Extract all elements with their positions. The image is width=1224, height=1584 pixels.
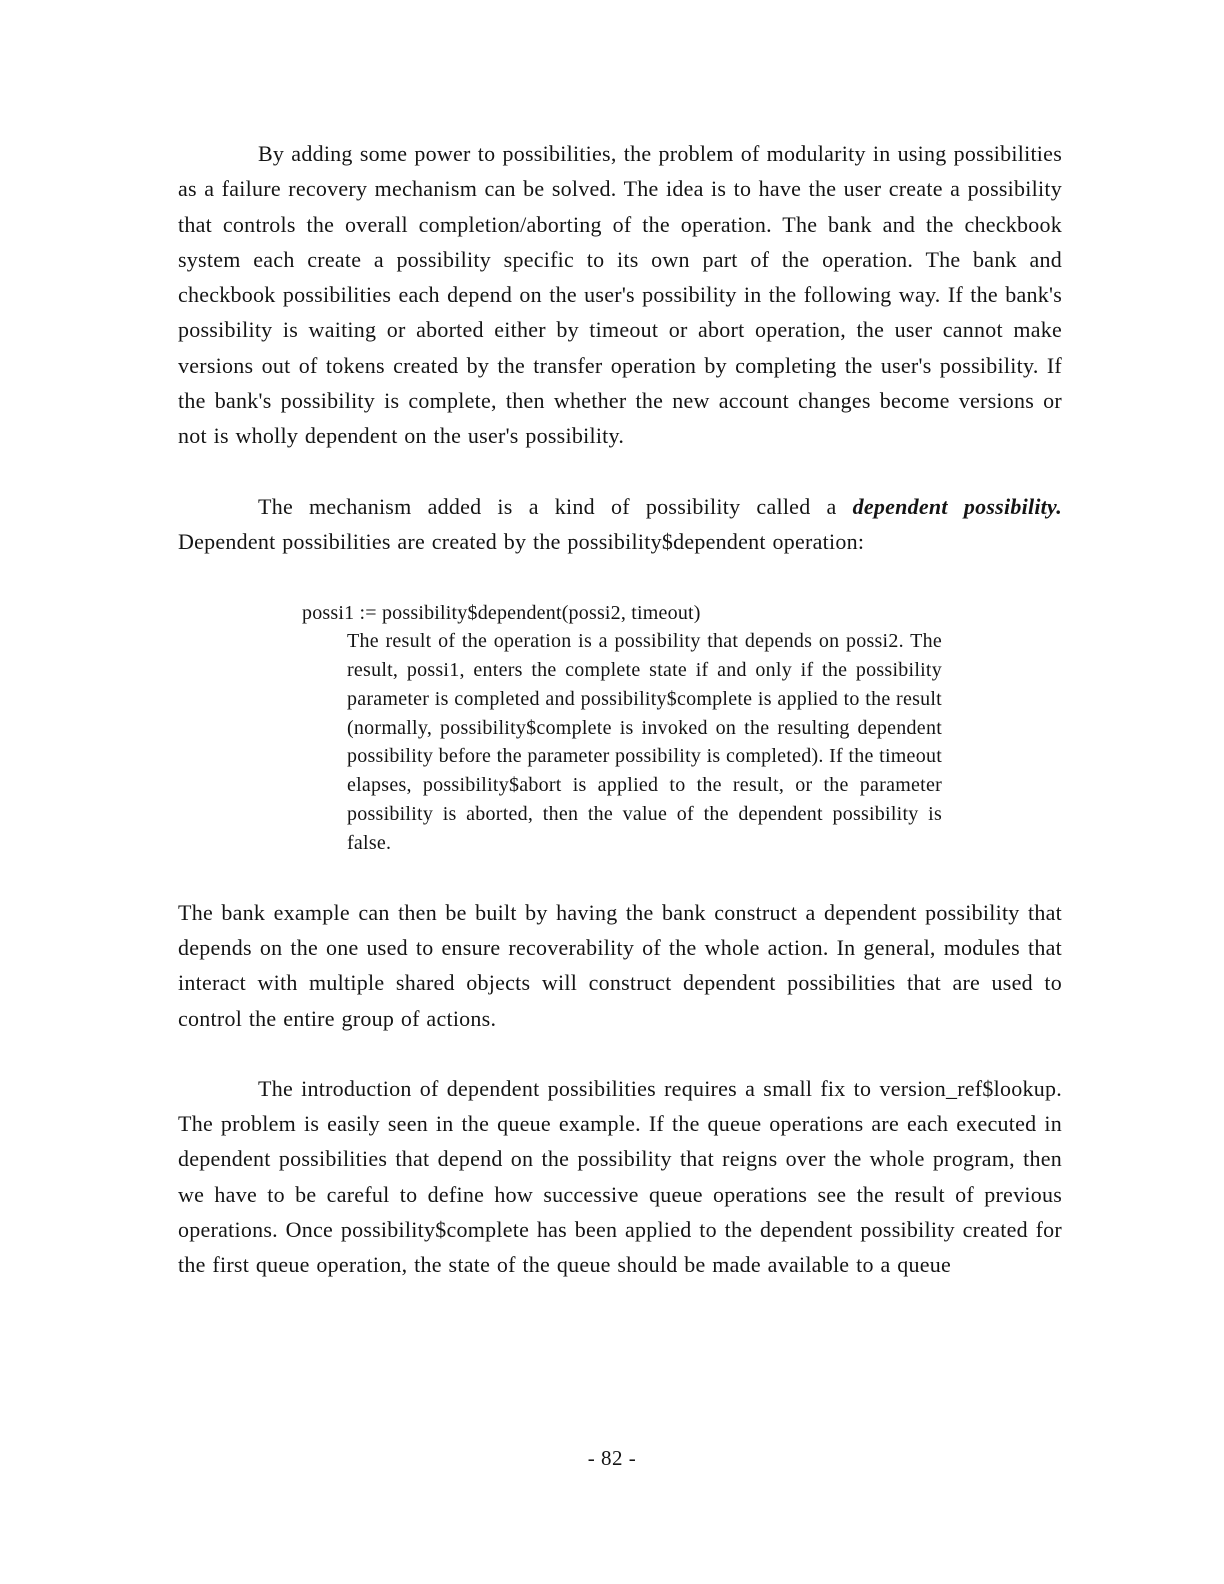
page-body (178, 136, 1062, 1283)
operation-signature: possi1 := possibility$dependent(possi2, timeout) (302, 602, 701, 625)
operation-description: The result of the operation is a possibility that depends on possi2. The result, possi1, enters the complete state if and only if the possibility parameter is completed and possibility$complete is applied to the result (normally, possibility$complete is invoked on the resulting dependent possibility before the parameter possibility is completed). If the timeout elapses, possibility$abort is applied to the result, or the parameter possibility is aborted, then the value of the dependent possibility is false. (347, 630, 942, 854)
intro-text: The mechanism added is a kind of possibility called a (258, 493, 853, 519)
paragraph-dependent-intro (178, 489, 1062, 560)
operation-definition (302, 599, 942, 857)
defined-term: dependent possibility. (852, 493, 1062, 519)
paragraph-modularity: By adding some power to possibilities, the problem of modularity in using possibilities as a failure recovery mechanism can be solved. The idea is to have the user create a possibility that controls the overall completion/aborting of the operation. The bank and the checkbook system each create a possibility specific to its own part of the operation. The bank and checkbook possibilities each depend on the user's possibility in the following way. If the bank's possibility is waiting or aborted either by timeout or abort operation, the user cannot make versions out of tokens created by the transfer operation by completing the user's possibility. If the bank's possibility is complete, then whether the new account changes become versions or not is wholly dependent on the user's possibility. (178, 141, 1062, 449)
paragraph-version-ref-fix: The introduction of dependent possibilities requires a small fix to version_ref$lookup. The problem is easily seen in the queue example. If the queue operations are each executed in dependent possibilities that depend on the possibility that reigns over the whole program, then we have to be careful to define how successive queue operations see the result of previous operations. Once possibility$complete has been applied to the dependent possibility created for the first queue operation, the state of the queue should be made available to a queue (178, 1075, 1062, 1278)
page-number: - 82 - (587, 1446, 637, 1470)
paragraph-bank-example: The bank example can then be built by having the bank construct a dependent possibility that depends on the one used to ensure recoverability of the whole action. In general, modules that interact with multiple shared objects will construct dependent possibilities that are used to control the entire group of actions. (178, 899, 1062, 1031)
intro-text-continued: Dependent possibilities are created by the possibility$dependent operation: (178, 528, 865, 554)
